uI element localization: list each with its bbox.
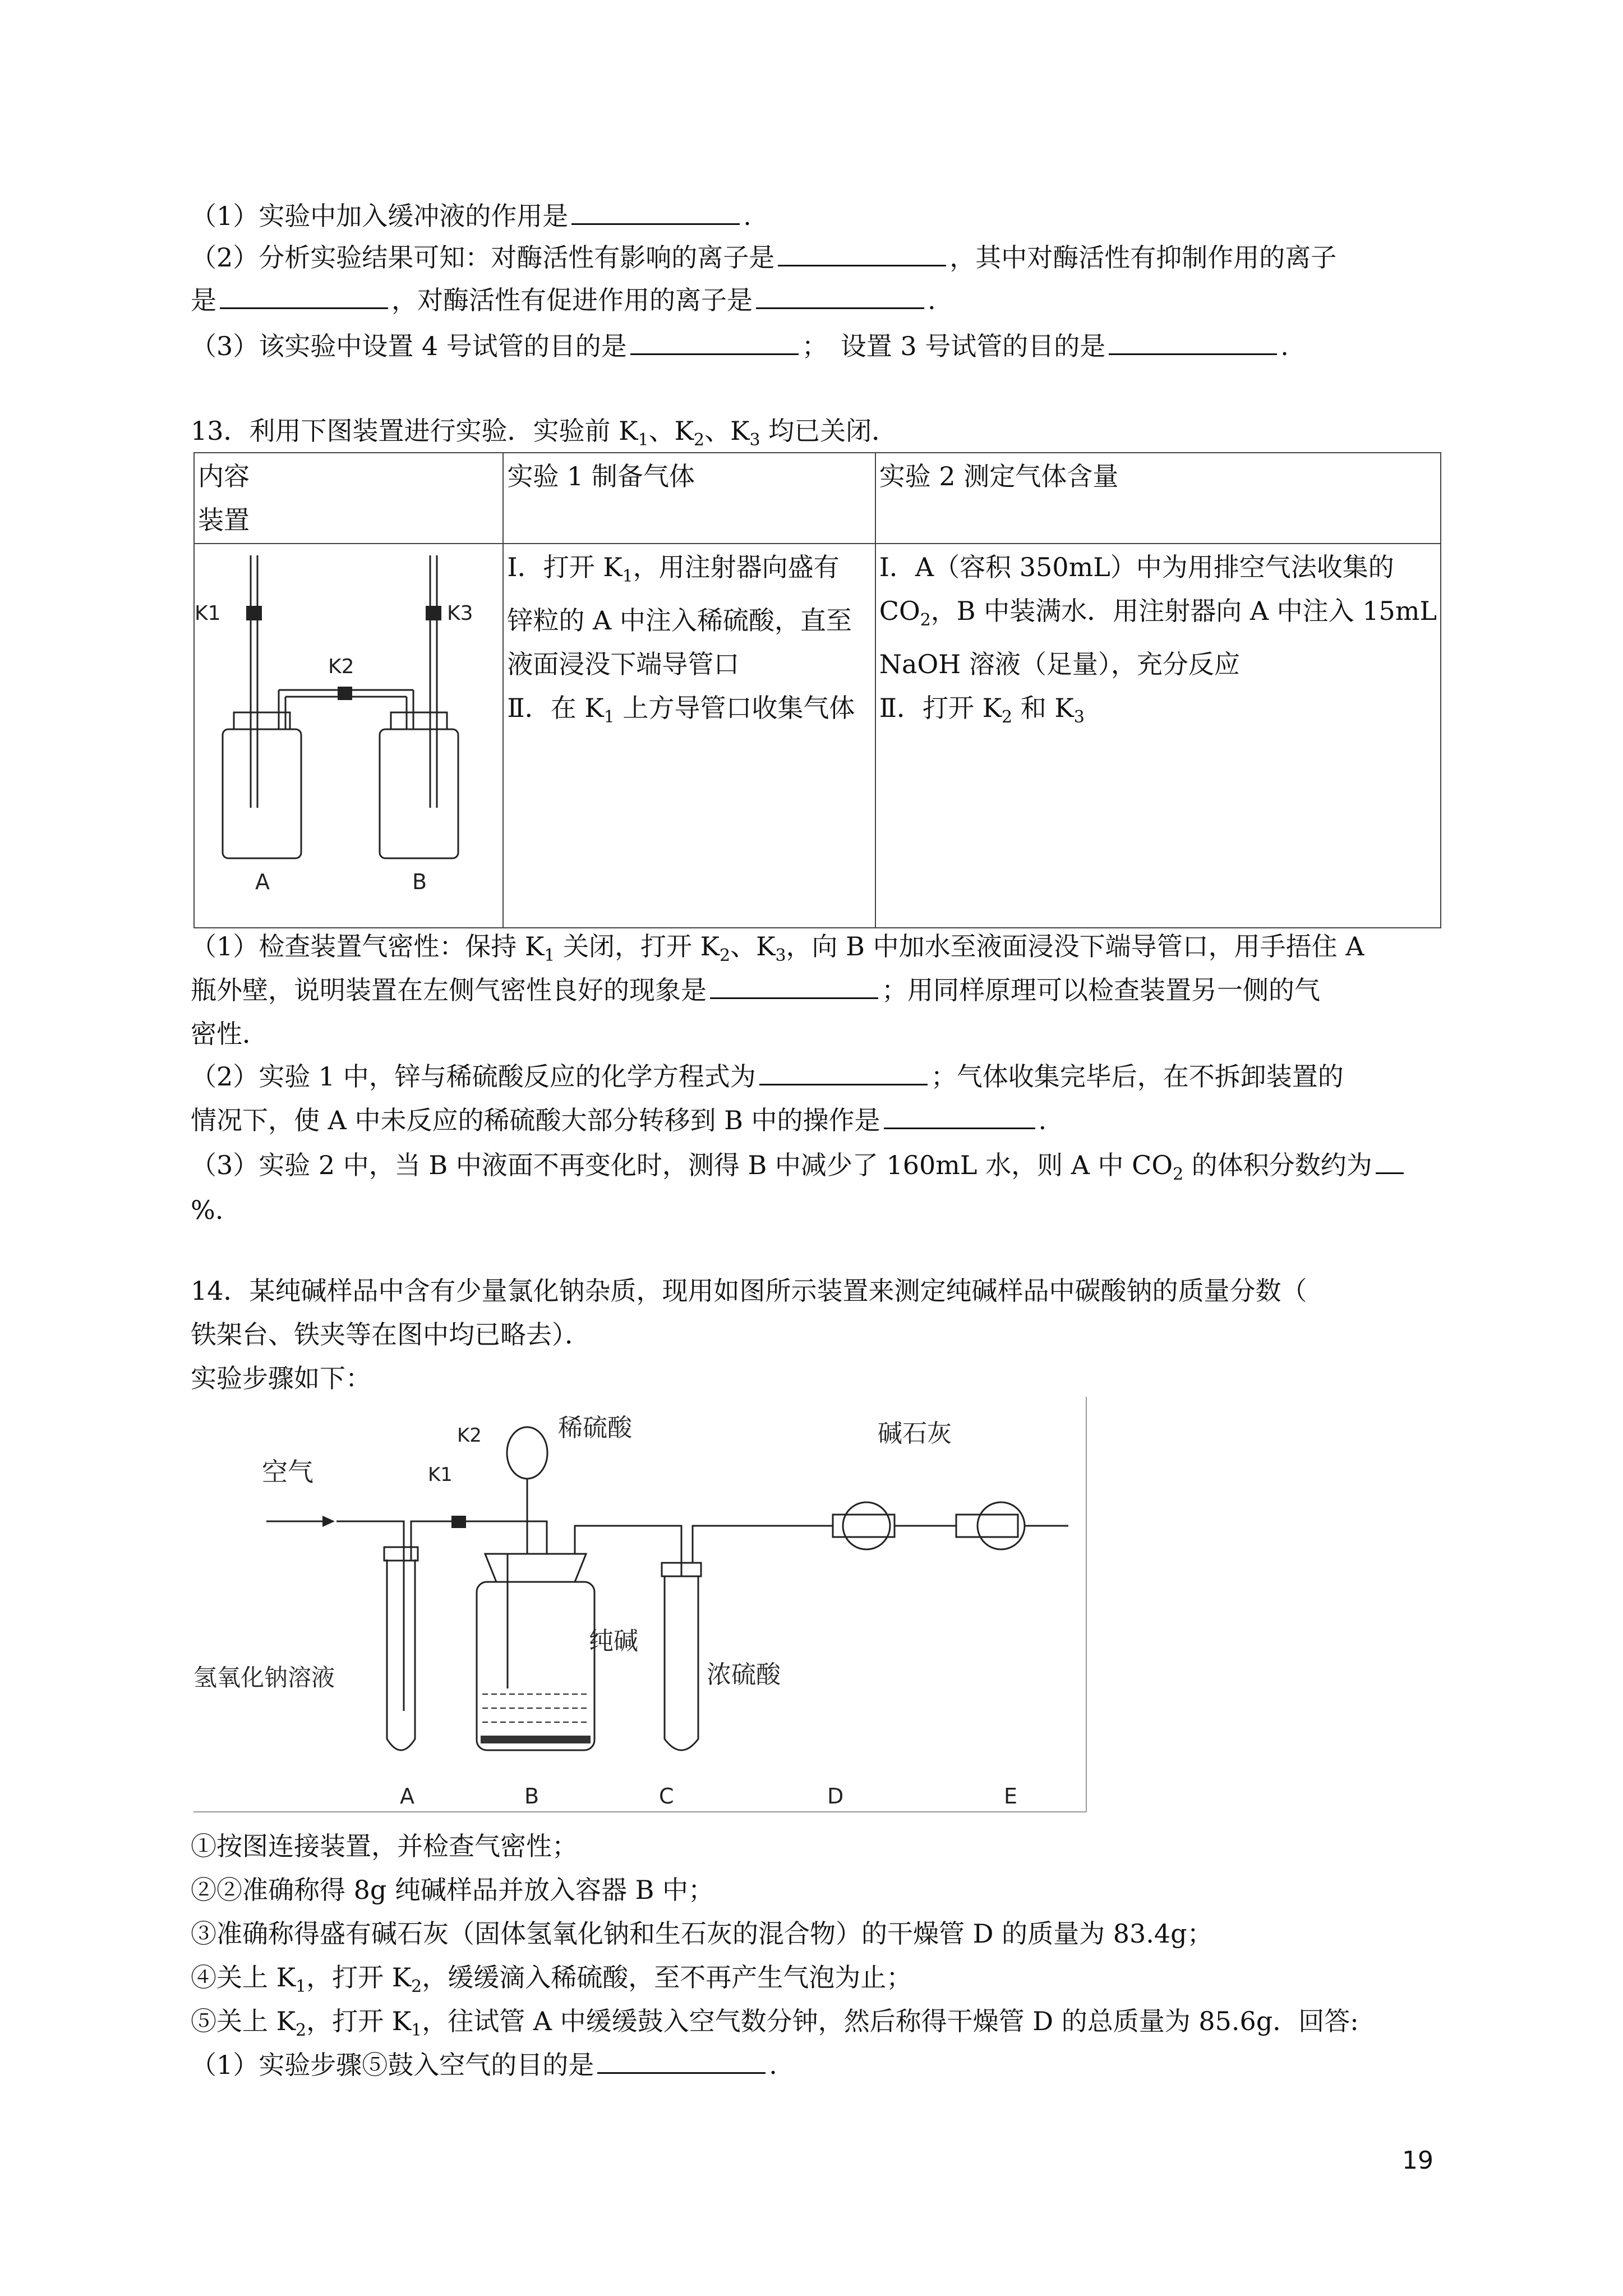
stopper-b — [391, 712, 447, 729]
label-naoh-solution: 氢氧化钠溶液 — [193, 1664, 335, 1691]
answer-blank[interactable] — [778, 242, 946, 266]
answer-blank[interactable] — [220, 285, 388, 309]
q13-p2-line2: 情况下，使 A 中未反应的稀硫酸大部分转移到 B 中的操作是 . — [191, 1105, 1047, 1135]
inlet-tube — [336, 1521, 404, 1711]
separatory-funnel — [507, 1427, 547, 1479]
label-dilute-acid: 稀硫酸 — [558, 1414, 632, 1442]
drying-tube-e — [956, 1515, 1018, 1537]
q12-line4: （3）该实验中设置 4 号试管的目的是 ； 设置 3 号试管的目的是 . — [191, 331, 1289, 361]
clamp-k1 — [246, 606, 262, 620]
answer-blank[interactable] — [884, 1105, 1035, 1129]
label-k1: K1 — [428, 1464, 453, 1486]
clamp-k3 — [426, 606, 441, 620]
q13-p2-line1: （2）实验 1 中，锌与稀硫酸反应的化学方程式为 ；气体收集完毕后，在不拆卸装置的 — [191, 1061, 1344, 1092]
header-exp2: 实验 2 测定气体含量 — [875, 453, 1441, 544]
q13-p3-line2: %. — [191, 1195, 224, 1225]
answer-blank[interactable] — [630, 331, 799, 355]
step-1: ①按图连接装置，并检查气密性； — [191, 1831, 578, 1861]
label-a: A — [255, 869, 270, 894]
exp2-cell: Ⅰ．A（容积 350mL）中为用排空气法收集的 $CO_2$，B 中装满水．用注射器向 A 中注入 15mL NaOH 溶液（足量），充分反应 Ⅱ．打开 $K_2$ 和 $K_3$ — [875, 544, 1441, 928]
q12-line2: （2）分析实验结果可知：对酶活性有影响的离子是 ，其中对酶活性有抑制作用的离子 — [191, 242, 1337, 273]
step-3: ③准确称得盛有碱石灰（固体氢氧化钠和生石灰的混合物）的干燥管 D 的质量为 83.4g； — [191, 1918, 1213, 1949]
answer-blank[interactable] — [710, 975, 878, 999]
label-air: 空气 — [262, 1457, 313, 1487]
label-soda-lime: 碱石灰 — [878, 1419, 952, 1448]
q14-line1: 14．某纯碱样品中含有少量氯化钠杂质，现用如图所示装置来测定纯碱样品中碳酸钠的质量分数（ — [191, 1276, 1307, 1306]
clamp-k1 — [451, 1516, 466, 1528]
q13-p1-line2: 瓶外壁，说明装置在左侧气密性良好的现象是 ；用同样原理可以检查装置另一侧的气 — [191, 975, 1320, 1005]
answer-blank[interactable] — [1109, 331, 1277, 355]
clamp-k2 — [338, 687, 352, 700]
q13-table — [193, 452, 1441, 928]
q12-line1: （1）实验中加入缓冲液的作用是 . — [191, 201, 751, 231]
step-5: ⑤关上 $K_2$，打开 $K_1$，往试管 A 中缓缓鼓入空气数分钟，然后称得干燥管 D 的总质量为 85.6g．回答: — [191, 2006, 1359, 2041]
label-a: A — [400, 1784, 414, 1809]
q14-apparatus-diagram — [193, 1397, 1091, 1818]
q13-p1-line1: （1）检查装置气密性：保持 $K_1$ 关闭，打开 $K_2$、$K_3$，向 B 中加水至液面浸没下端导管口，用手捂住 A — [191, 931, 1364, 966]
page-number: 19 — [1402, 2146, 1433, 2175]
tube-a — [387, 1559, 415, 1750]
label-k2: K2 — [328, 655, 354, 678]
stopper-a — [234, 712, 290, 729]
bottle-a — [223, 729, 301, 858]
step-2: ②②准确称得 8g 纯碱样品并放入容器 B 中； — [191, 1875, 714, 1905]
step-4: ④关上 $K_1$，打开 $K_2$，缓缓滴入稀硫酸，至不再产生气泡为止； — [191, 1962, 912, 1997]
label-k3: K3 — [447, 602, 473, 625]
apparatus-diagram — [195, 544, 495, 914]
q14-line3: 实验步骤如下： — [191, 1363, 371, 1393]
bottle-b — [380, 729, 458, 858]
q13-intro: 13．利用下图装置进行实验．实验前 $K_1$、$K_2$、$K_3$ 均已关闭． — [191, 416, 898, 450]
answer-blank[interactable] — [756, 285, 924, 309]
label-e: E — [1004, 1784, 1018, 1809]
stopper-b — [485, 1554, 586, 1582]
label-k1: K1 — [195, 602, 221, 625]
label-b: B — [412, 869, 427, 894]
q13-p1-line3: 密性． — [191, 1019, 268, 1049]
answer-blank[interactable] — [759, 1061, 928, 1085]
apparatus-cell — [194, 544, 503, 928]
label-b: B — [524, 1784, 540, 1809]
q13-p3-line1: （3）实验 2 中，当 B 中液面不再变化时，测得 B 中减少了 160mL 水，则 A 中 $CO_2$ 的体积分数约为 — [191, 1143, 1407, 1197]
q12-line3: 是 ，对酶活性有促进作用的离子是 . — [191, 285, 936, 315]
label-conc-acid: 浓硫酸 — [707, 1660, 781, 1689]
label-k2: K2 — [457, 1424, 482, 1447]
tube-c — [665, 1576, 698, 1750]
label-soda-ash: 纯碱 — [589, 1627, 638, 1655]
label-d: D — [827, 1784, 844, 1809]
exp1-cell: Ⅰ．打开 $K_1$，用注射器向盛有 锌粒的 A 中注入稀硫酸，直至 液面浸没下端导管口 Ⅱ．在 $K_1$ 上方导管口收集气体 — [503, 544, 875, 928]
answer-blank[interactable] — [571, 201, 740, 225]
q14-line2: 铁架台、铁夹等在图中均已略去）． — [191, 1319, 591, 1350]
label-c: C — [659, 1784, 674, 1809]
bottle-b — [477, 1582, 594, 1750]
soda-lime-bulb-d — [843, 1502, 890, 1549]
q14-p1: （1）实验步骤⑤鼓入空气的目的是 . — [191, 2050, 777, 2080]
stopper-a — [384, 1547, 418, 1561]
answer-blank[interactable] — [1376, 1150, 1404, 1174]
header-content-device: 内容 装置 — [194, 453, 503, 544]
answer-blank[interactable] — [597, 2050, 766, 2074]
header-exp1: 实验 1 制备气体 — [503, 453, 875, 544]
